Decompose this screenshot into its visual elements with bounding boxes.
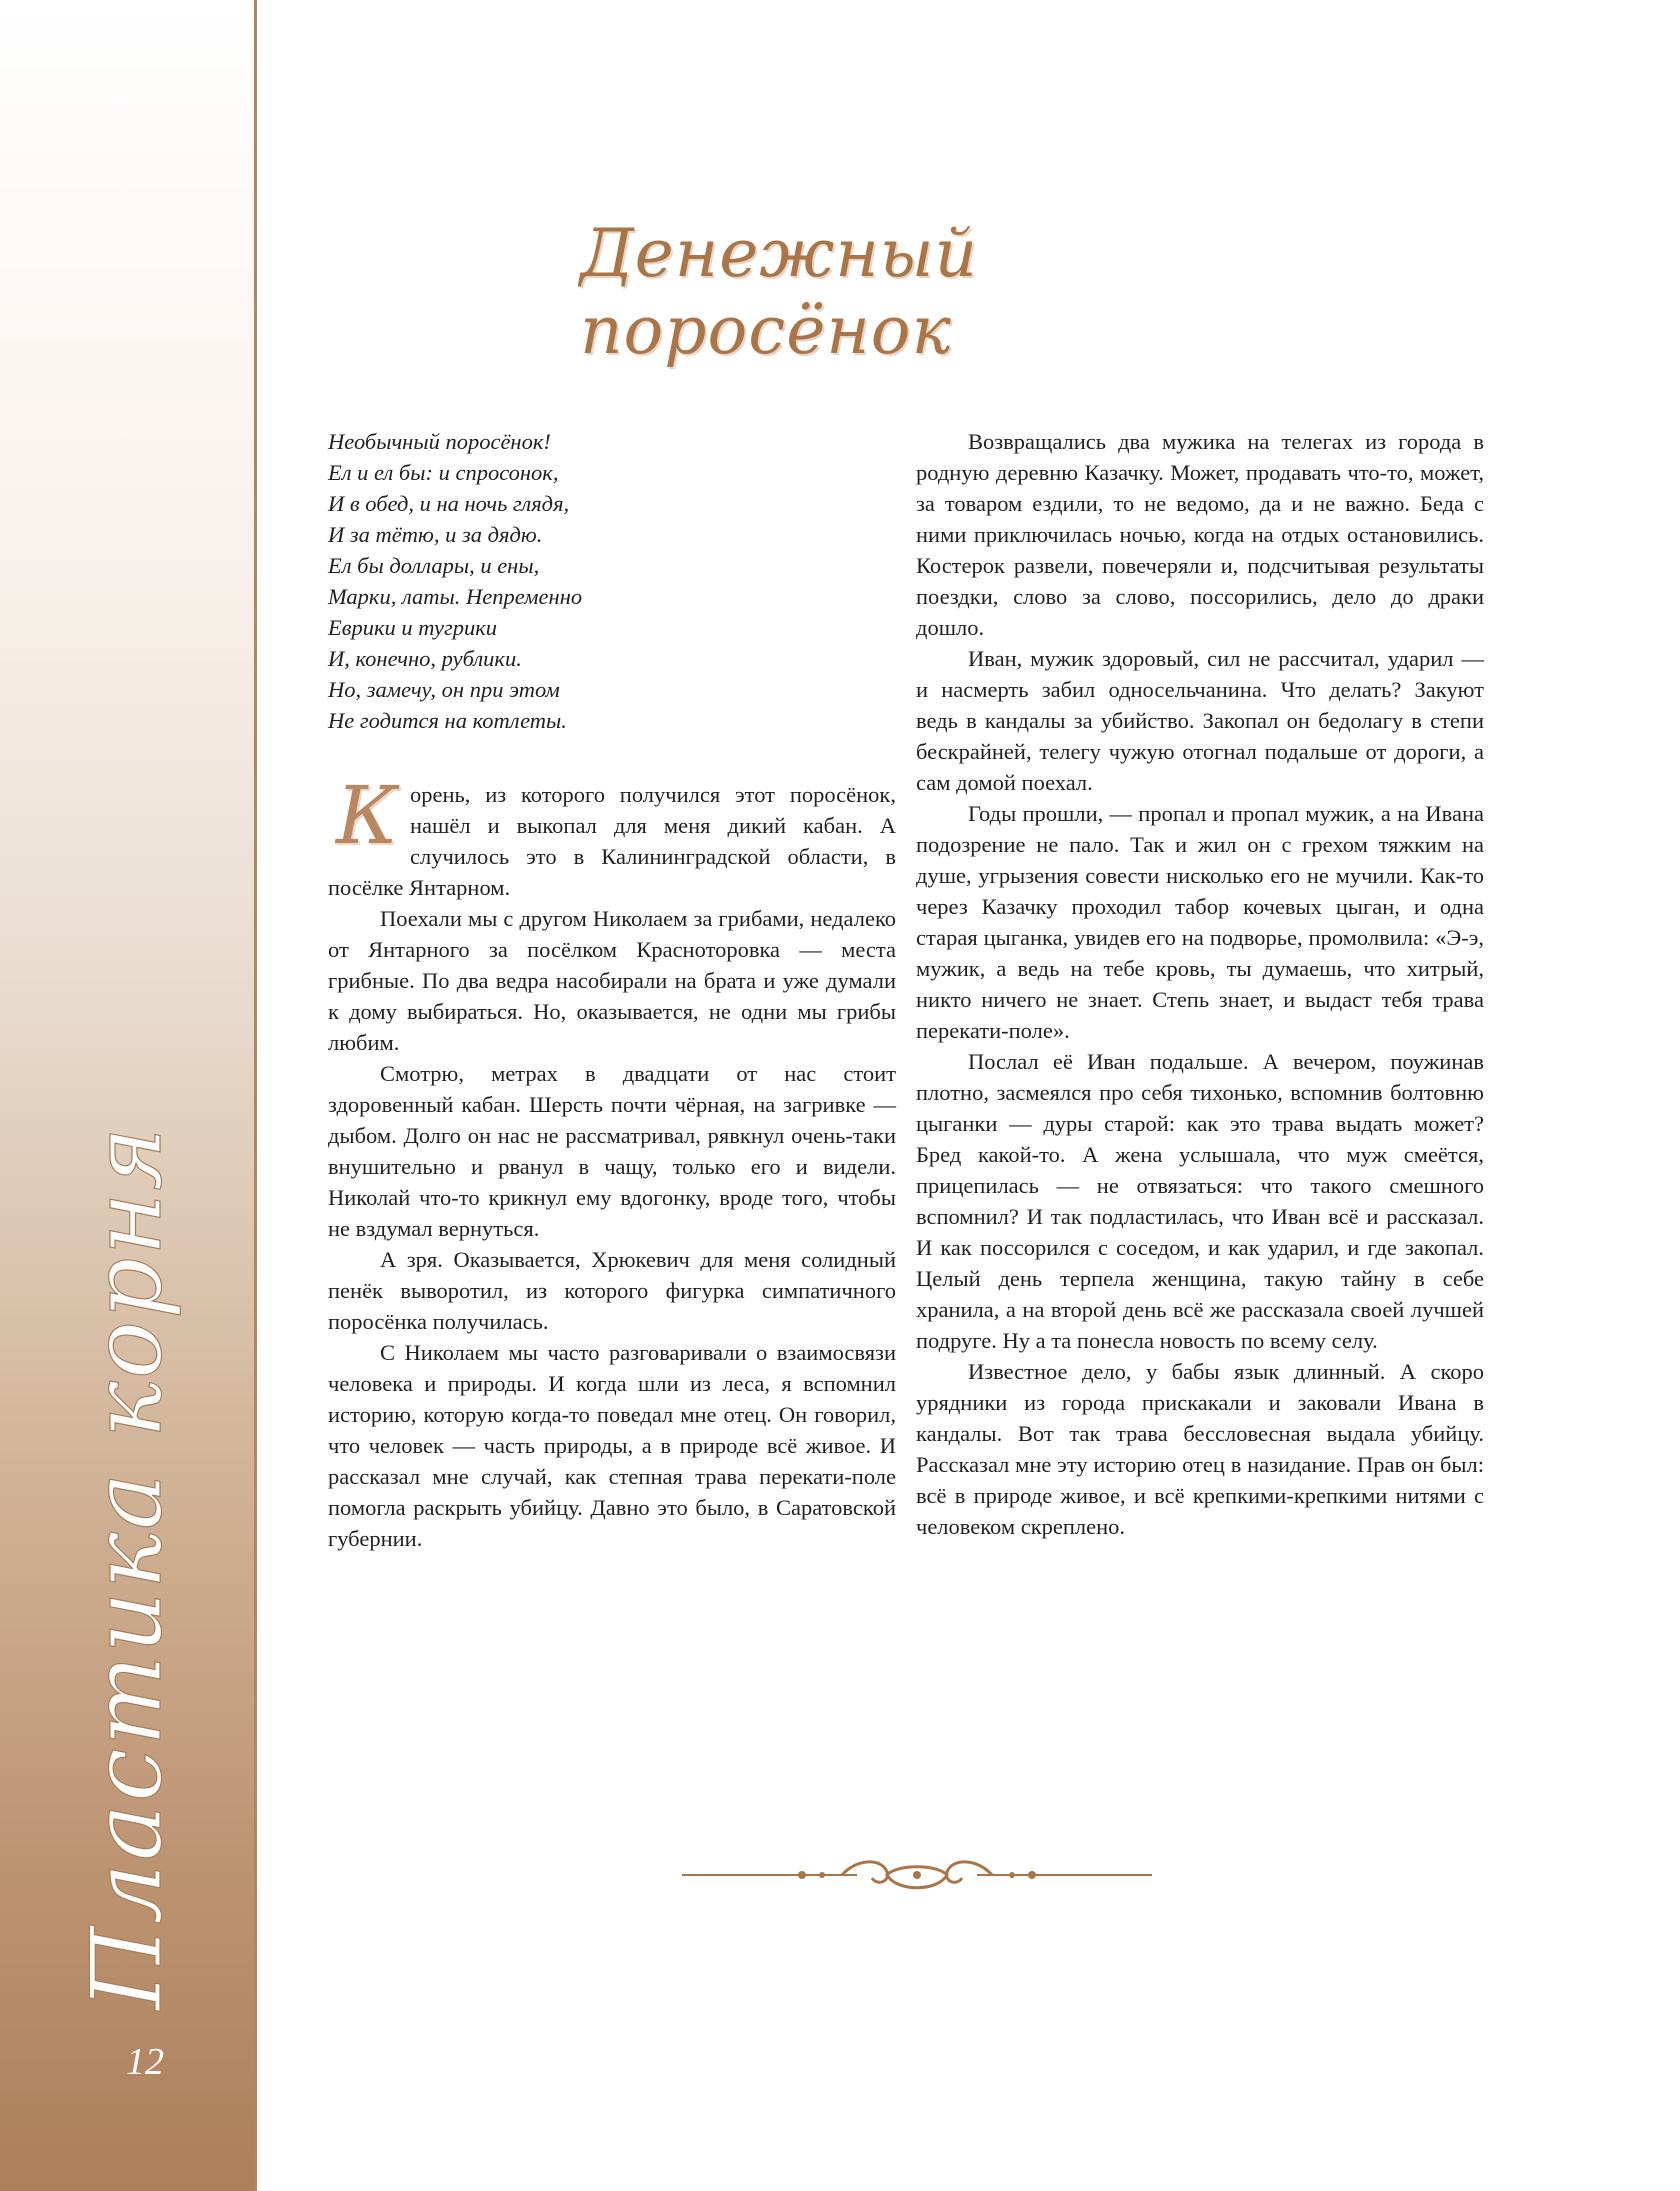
poem	[328, 426, 896, 736]
paragraph: Смотрю, метрах в двадцати от нас стоит здоровенный кабан. Шерсть почти чёрная, на загривке — дыбом. Долго он нас не рассматривал, рявкнул очень-таки внушительно и рванул в чащу, только его и видели. Николай что-то крикнул ему вдогонку, вроде того, чтобы не вздумал вернуться.	[328, 1061, 896, 1241]
page-number: 12	[126, 2041, 164, 2083]
sidebar-rule	[254, 0, 257, 2191]
poem-line: Но, замечу, он при этом	[328, 677, 560, 702]
paragraph: С Николаем мы часто разговаривали о взаимосвязи человека и природы. И когда шли из леса, я вспомнил историю, которую когда-то поведал мне отец. Он говорил, что человек — часть природы, а в природе всё живое. И рассказал мне случай, как степная трава перекати-поле помогла раскрыть убийцу. Давно это было, в Саратовской губернии.	[328, 1340, 896, 1551]
poem-line: Необычный поросёнок!	[328, 429, 551, 454]
paragraph: А зря. Оказывается, Хрюкевич для меня солидный пенёк выворотил, из которого фигурка симпатичного поросёнка получилась.	[328, 1247, 896, 1334]
first-paragraph-text: орень, из которого получился этот поросёнок, нашёл и выкопал для меня дикий кабан. А случилось это в Калининградской области, в посёлке Янтарном.	[328, 782, 896, 900]
paragraph: Послал её Иван подальше. А вечером, поужинав плотно, засмеялся про себя тихонько, вспомнив болтовню цыганки — дуры старой: как это трава выдать может? Бред какой-то. А жена услышала, что муж смеётся, прицепилась — не отвязаться: что такого смешного вспомнил? И так подластилась, что Иван всё и рассказал. И как поссорился с соседом, и как ударил, и где закопал. Целый день терпела женщина, такую тайну в себе хранила, а на второй день всё же рассказала своей лучшей подруге. Ну а та понесла новость по всему селу.	[916, 1049, 1484, 1353]
ornament-divider-icon	[682, 1850, 1152, 1900]
paragraph: Годы прошли, — пропал и пропал мужик, а на Ивана подозрение не пало. Так и жил он с грехом тяжким на душе, угрызения совести нисколько его не мучили. Как-то через Казачку проходил табор кочевых цыган, и одна старая цыганка, увидев его на подворье, промолвила: «Э-э, мужик, а ведь на тебе кровь, ты думаешь, что хитрый, никто ничего не знает. Степь знает, и выдаст тебя трава перекати-поле».	[916, 801, 1484, 1043]
right-column	[916, 426, 1484, 1542]
paragraph: Поехали мы с другом Николаем за грибами, недалеко от Янтарного за посёлком Красноторовка — места грибные. По два ведра насобирали на брата и уже думали к дому выбираться. Но, оказывается, не одни мы грибы любим.	[328, 906, 896, 1055]
poem-line: Ел и ел бы: и спросонок,	[328, 460, 559, 485]
first-paragraph	[328, 769, 896, 903]
drop-cap: К	[336, 769, 398, 862]
poem-line: Ел бы доллары, и ены,	[328, 553, 540, 578]
poem-line: И, конечно, рублики.	[328, 646, 522, 671]
paragraph: Возвращались два мужика на телегах из города в родную деревню Казачку. Может, продавать что-то, может, за товаром ездили, то не ведомо, да и не важно. Беда с ними приключилась ночью, когда на отдых остановились. Костерок развели, повечеряли и, подсчитывая результаты поездки, слово за слово, поссорились, дело до драки дошло.	[916, 429, 1484, 640]
poem-line: Марки, латы. Непременно	[328, 584, 583, 609]
section-title	[40, 1100, 200, 2020]
left-column	[328, 426, 896, 1554]
section-title-text: Пластика корня	[71, 1124, 183, 2010]
poem-line: Еврики и тугрики	[328, 615, 498, 640]
poem-line: И за тётю, и за дядю.	[328, 522, 543, 547]
page-title: Денежный поросёнок	[580, 215, 979, 369]
paragraph: Известное дело, у бабы язык длинный. А скоро урядники из города прискакали и заковали Ивана в кандалы. Вот так трава бессловесная выдала убийцу. Рассказал мне эту историю отец в назидание. Прав он был: всё в природе живое, и всё крепкими-крепкими нитями с человеком скреплено.	[916, 1359, 1484, 1539]
poem-line: Не годится на котлеты.	[328, 708, 567, 733]
paragraph: Иван, мужик здоровый, сил не рассчитал, ударил — и насмерть забил односельчанина. Что делать? Закуют ведь в кандалы за убийство. Закопал он бедолагу в степи бескрайней, телегу чужую отогнал подальше от дороги, а сам домой поехал.	[916, 646, 1484, 795]
poem-line: И в обед, и на ночь глядя,	[328, 491, 570, 516]
